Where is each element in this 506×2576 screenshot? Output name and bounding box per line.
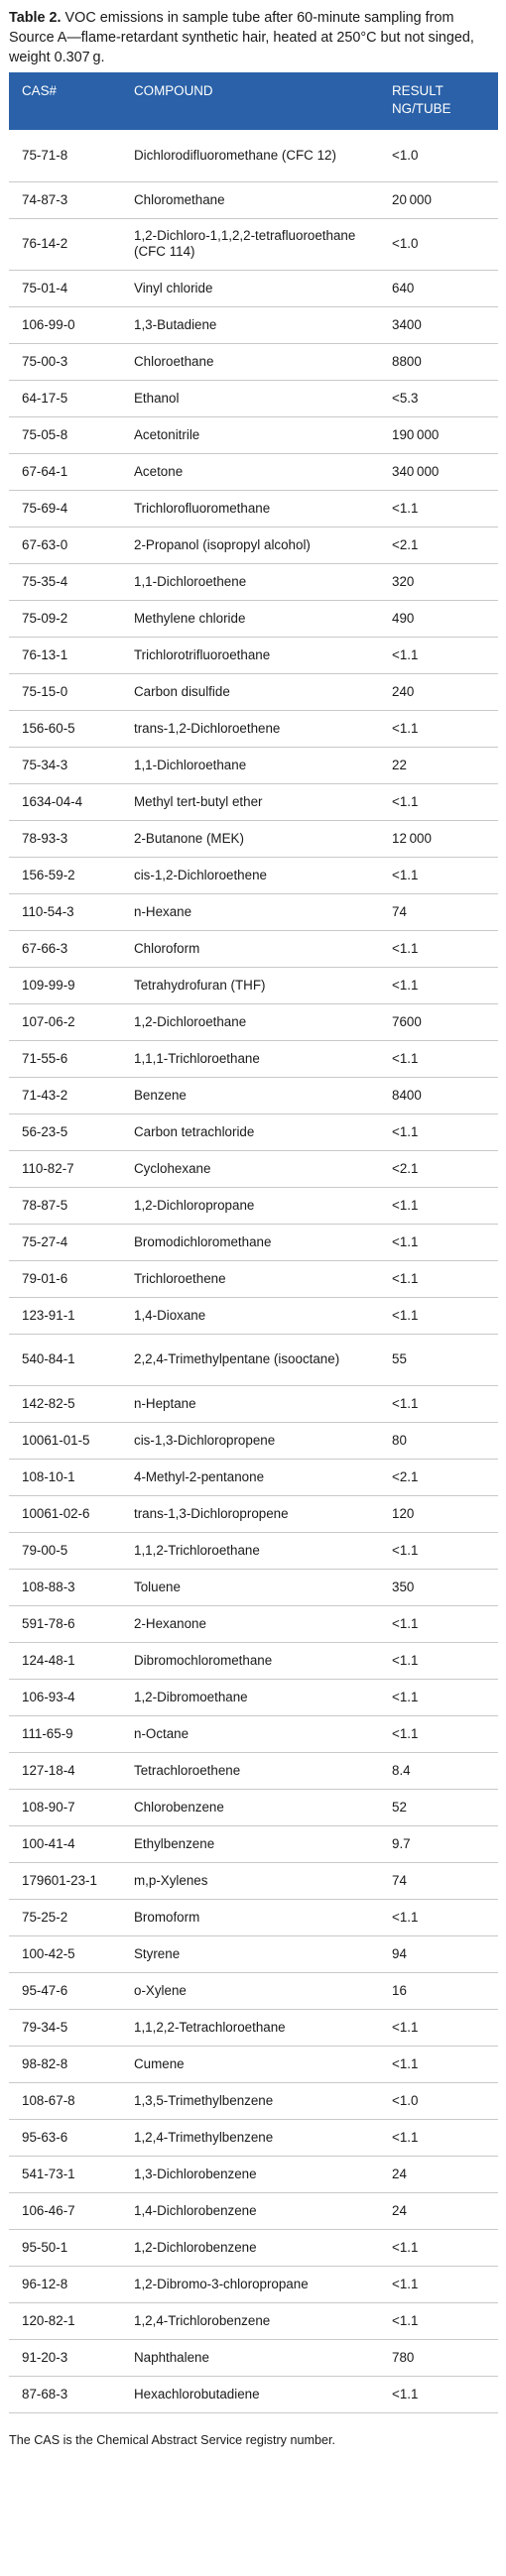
result-cell: 120: [389, 1495, 498, 1532]
table-row: [9, 857, 498, 893]
result-cell: <1.1: [389, 1385, 498, 1422]
header-cas: CAS#: [9, 72, 121, 130]
table-row: [9, 1224, 498, 1260]
cas-cell: 110-82-7: [9, 1150, 121, 1187]
compound-cell: 1,2-Dibromoethane: [121, 1679, 389, 1715]
compound-cell: Chloroform: [121, 930, 389, 967]
table-row: [9, 1040, 498, 1077]
compound-cell: 4-Methyl-2-pentanone: [121, 1459, 389, 1495]
table-row: [9, 2302, 498, 2339]
compound-cell: 1,1-Dichloroethene: [121, 563, 389, 600]
compound-cell: Ethanol: [121, 380, 389, 416]
cas-cell: 75-71-8: [9, 130, 121, 181]
table-row: [9, 1679, 498, 1715]
compound-cell: 1,1,2,2-Tetrachloroethane: [121, 2009, 389, 2046]
result-cell: 22: [389, 747, 498, 783]
table-row: [9, 710, 498, 747]
table-header: [9, 72, 498, 130]
result-cell: <1.1: [389, 783, 498, 820]
compound-cell: 1,1,1-Trichloroethane: [121, 1040, 389, 1077]
compound-cell: n-Octane: [121, 1715, 389, 1752]
table-row: [9, 343, 498, 380]
cas-cell: 95-50-1: [9, 2229, 121, 2266]
cas-cell: 10061-01-5: [9, 1422, 121, 1459]
compound-cell: n-Heptane: [121, 1385, 389, 1422]
cas-cell: 106-93-4: [9, 1679, 121, 1715]
table-row: [9, 2266, 498, 2302]
cas-cell: 76-14-2: [9, 218, 121, 270]
result-cell: 55: [389, 1334, 498, 1385]
table-row: [9, 218, 498, 270]
cas-cell: 75-15-0: [9, 673, 121, 710]
table-row: [9, 2156, 498, 2192]
table-row: [9, 2376, 498, 2412]
table-row: [9, 1862, 498, 1899]
result-cell: <5.3: [389, 380, 498, 416]
compound-cell: m,p-Xylenes: [121, 1862, 389, 1899]
result-cell: 490: [389, 600, 498, 637]
cas-cell: 75-34-3: [9, 747, 121, 783]
table-body: [9, 130, 498, 2412]
compound-cell: Methylene chloride: [121, 600, 389, 637]
compound-cell: 1,2,4-Trimethylbenzene: [121, 2119, 389, 2156]
result-cell: <1.1: [389, 930, 498, 967]
compound-cell: 1,3-Butadiene: [121, 306, 389, 343]
compound-cell: 2-Hexanone: [121, 1605, 389, 1642]
result-cell: <2.1: [389, 1150, 498, 1187]
compound-cell: cis-1,3-Dichloropropene: [121, 1422, 389, 1459]
result-cell: <2.1: [389, 527, 498, 563]
compound-cell: 2-Propanol (isopropyl alcohol): [121, 527, 389, 563]
table-row: [9, 747, 498, 783]
table-row: [9, 1789, 498, 1825]
cas-cell: 87-68-3: [9, 2376, 121, 2412]
cas-cell: 111-65-9: [9, 1715, 121, 1752]
table-row: [9, 1187, 498, 1224]
table-row: [9, 563, 498, 600]
table-row: [9, 2119, 498, 2156]
cas-cell: 78-93-3: [9, 820, 121, 857]
compound-cell: Chloromethane: [121, 181, 389, 218]
table-row: [9, 930, 498, 967]
cas-cell: 75-01-4: [9, 270, 121, 306]
table-row: [9, 380, 498, 416]
result-cell: 8400: [389, 1077, 498, 1113]
result-cell: <1.1: [389, 2009, 498, 2046]
compound-cell: 1,1,2-Trichloroethane: [121, 1532, 389, 1569]
table-row: [9, 1752, 498, 1789]
cas-cell: 67-64-1: [9, 453, 121, 490]
compound-cell: Vinyl chloride: [121, 270, 389, 306]
header-row: [9, 72, 498, 130]
compound-cell: 1,2-Dibromo-3-chloropropane: [121, 2266, 389, 2302]
table-row: [9, 130, 498, 181]
cas-cell: 67-66-3: [9, 930, 121, 967]
table-row: [9, 893, 498, 930]
result-cell: <1.1: [389, 967, 498, 1003]
result-cell: 74: [389, 893, 498, 930]
cas-cell: 75-09-2: [9, 600, 121, 637]
compound-cell: Cumene: [121, 2046, 389, 2082]
result-cell: <1.1: [389, 1715, 498, 1752]
cas-cell: 74-87-3: [9, 181, 121, 218]
cas-cell: 75-25-2: [9, 1899, 121, 1935]
compound-cell: Chlorobenzene: [121, 1789, 389, 1825]
cas-cell: 67-63-0: [9, 527, 121, 563]
result-cell: <1.1: [389, 2376, 498, 2412]
cas-cell: 110-54-3: [9, 893, 121, 930]
compound-cell: Acetonitrile: [121, 416, 389, 453]
cas-cell: 71-43-2: [9, 1077, 121, 1113]
table-row: [9, 2192, 498, 2229]
result-cell: <1.1: [389, 1679, 498, 1715]
compound-cell: 2-Butanone (MEK): [121, 820, 389, 857]
result-cell: 8.4: [389, 1752, 498, 1789]
cas-cell: 78-87-5: [9, 1187, 121, 1224]
result-cell: 190 000: [389, 416, 498, 453]
cas-cell: 75-05-8: [9, 416, 121, 453]
compound-cell: Cyclohexane: [121, 1150, 389, 1187]
cas-cell: 100-42-5: [9, 1935, 121, 1972]
result-cell: 24: [389, 2192, 498, 2229]
table-row: [9, 2046, 498, 2082]
result-cell: <1.1: [389, 710, 498, 747]
compound-cell: Acetone: [121, 453, 389, 490]
header-compound: COMPOUND: [121, 72, 389, 130]
table-row: [9, 1113, 498, 1150]
cas-cell: 71-55-6: [9, 1040, 121, 1077]
result-cell: 3400: [389, 306, 498, 343]
compound-cell: Dichlorodifluoromethane (CFC 12): [121, 130, 389, 181]
table-row: [9, 2339, 498, 2376]
result-cell: <1.1: [389, 2302, 498, 2339]
cas-cell: 127-18-4: [9, 1752, 121, 1789]
table-row: [9, 783, 498, 820]
table-row: [9, 2082, 498, 2119]
cas-cell: 75-27-4: [9, 1224, 121, 1260]
result-cell: 320: [389, 563, 498, 600]
table-row: [9, 637, 498, 673]
compound-cell: Tetrahydrofuran (THF): [121, 967, 389, 1003]
compound-cell: Tetrachloroethene: [121, 1752, 389, 1789]
table-row: [9, 1495, 498, 1532]
result-cell: 340 000: [389, 453, 498, 490]
compound-cell: 2,2,4-Trimethylpentane (isooctane): [121, 1334, 389, 1385]
result-cell: <1.1: [389, 857, 498, 893]
result-cell: <1.1: [389, 1642, 498, 1679]
table-row: [9, 600, 498, 637]
table-row: [9, 453, 498, 490]
table-row: [9, 1385, 498, 1422]
table-row: [9, 820, 498, 857]
cas-cell: 100-41-4: [9, 1825, 121, 1862]
compound-cell: Toluene: [121, 1569, 389, 1605]
table-row: [9, 1459, 498, 1495]
result-cell: <1.1: [389, 1187, 498, 1224]
table-label: Table 2.: [9, 10, 62, 26]
cas-cell: 98-82-8: [9, 2046, 121, 2082]
table-row: [9, 306, 498, 343]
cas-cell: 540-84-1: [9, 1334, 121, 1385]
table-row: [9, 527, 498, 563]
table-row: [9, 270, 498, 306]
result-cell: <1.1: [389, 2119, 498, 2156]
table-caption: [9, 8, 498, 67]
compound-cell: cis-1,2-Dichloroethene: [121, 857, 389, 893]
cas-cell: 156-59-2: [9, 857, 121, 893]
result-cell: 350: [389, 1569, 498, 1605]
result-cell: <1.1: [389, 1297, 498, 1334]
voc-table: [9, 72, 498, 2413]
compound-cell: Bromodichloromethane: [121, 1224, 389, 1260]
cas-cell: 108-90-7: [9, 1789, 121, 1825]
compound-cell: o-Xylene: [121, 1972, 389, 2009]
compound-cell: 1,2,4-Trichlorobenzene: [121, 2302, 389, 2339]
result-cell: 8800: [389, 343, 498, 380]
result-cell: <1.1: [389, 2046, 498, 2082]
table-row: [9, 1003, 498, 1040]
result-cell: <1.1: [389, 1532, 498, 1569]
compound-cell: 1,2-Dichlorobenzene: [121, 2229, 389, 2266]
cas-cell: 79-00-5: [9, 1532, 121, 1569]
result-cell: <1.1: [389, 1040, 498, 1077]
compound-cell: 1,4-Dioxane: [121, 1297, 389, 1334]
cas-cell: 109-99-9: [9, 967, 121, 1003]
table-row: [9, 2009, 498, 2046]
compound-cell: Dibromochloromethane: [121, 1642, 389, 1679]
cas-cell: 56-23-5: [9, 1113, 121, 1150]
cas-cell: 120-82-1: [9, 2302, 121, 2339]
table-row: [9, 673, 498, 710]
compound-cell: Ethylbenzene: [121, 1825, 389, 1862]
cas-cell: 95-47-6: [9, 1972, 121, 2009]
cas-cell: 75-69-4: [9, 490, 121, 527]
compound-cell: 1,1-Dichloroethane: [121, 747, 389, 783]
table-row: [9, 490, 498, 527]
compound-cell: Carbon disulfide: [121, 673, 389, 710]
result-cell: 240: [389, 673, 498, 710]
compound-cell: Trichloroethene: [121, 1260, 389, 1297]
compound-cell: Trichlorofluoromethane: [121, 490, 389, 527]
compound-cell: Methyl tert-butyl ether: [121, 783, 389, 820]
result-cell: 9.7: [389, 1825, 498, 1862]
table-row: [9, 1715, 498, 1752]
cas-cell: 106-46-7: [9, 2192, 121, 2229]
compound-cell: Chloroethane: [121, 343, 389, 380]
cas-cell: 107-06-2: [9, 1003, 121, 1040]
table-row: [9, 1422, 498, 1459]
compound-cell: Trichlorotrifluoroethane: [121, 637, 389, 673]
cas-cell: 142-82-5: [9, 1385, 121, 1422]
cas-cell: 124-48-1: [9, 1642, 121, 1679]
compound-cell: 1,2-Dichloropropane: [121, 1187, 389, 1224]
cas-cell: 64-17-5: [9, 380, 121, 416]
table-row: [9, 1899, 498, 1935]
table-row: [9, 1532, 498, 1569]
cas-cell: 76-13-1: [9, 637, 121, 673]
compound-cell: 1,2-Dichloro-1,1,2,2-tetrafluoroethane (CFC 114): [121, 218, 389, 270]
table-row: [9, 1297, 498, 1334]
result-cell: <1.1: [389, 1605, 498, 1642]
result-cell: 7600: [389, 1003, 498, 1040]
cas-cell: 179601-23-1: [9, 1862, 121, 1899]
result-cell: 74: [389, 1862, 498, 1899]
cas-cell: 79-01-6: [9, 1260, 121, 1297]
cas-cell: 96-12-8: [9, 2266, 121, 2302]
result-cell: <1.1: [389, 1113, 498, 1150]
table-row: [9, 1825, 498, 1862]
cas-cell: 95-63-6: [9, 2119, 121, 2156]
compound-cell: Benzene: [121, 1077, 389, 1113]
table-row: [9, 1972, 498, 2009]
cas-cell: 75-35-4: [9, 563, 121, 600]
cas-cell: 541-73-1: [9, 2156, 121, 2192]
cas-cell: 79-34-5: [9, 2009, 121, 2046]
result-cell: 52: [389, 1789, 498, 1825]
table-row: [9, 181, 498, 218]
table-row: [9, 1605, 498, 1642]
table-caption-text: VOC emissions in sample tube after 60-minute sampling from Source A—flame-retardant synthetic hair, heated at 250°C but not singed, weight 0.307 g.: [9, 10, 474, 65]
result-cell: <1.1: [389, 2266, 498, 2302]
result-cell: <1.0: [389, 218, 498, 270]
result-cell: 94: [389, 1935, 498, 1972]
cas-cell: 91-20-3: [9, 2339, 121, 2376]
cas-cell: 108-10-1: [9, 1459, 121, 1495]
compound-cell: trans-1,3-Dichloropropene: [121, 1495, 389, 1532]
result-cell: 24: [389, 2156, 498, 2192]
result-cell: <1.1: [389, 637, 498, 673]
compound-cell: 1,4-Dichlorobenzene: [121, 2192, 389, 2229]
result-cell: <2.1: [389, 1459, 498, 1495]
cas-cell: 75-00-3: [9, 343, 121, 380]
result-cell: 12 000: [389, 820, 498, 857]
table-row: [9, 416, 498, 453]
result-cell: <1.1: [389, 1260, 498, 1297]
result-cell: <1.0: [389, 130, 498, 181]
compound-cell: 1,2-Dichloroethane: [121, 1003, 389, 1040]
result-cell: 20 000: [389, 181, 498, 218]
table-row: [9, 2229, 498, 2266]
result-cell: <1.0: [389, 2082, 498, 2119]
cas-cell: 108-67-8: [9, 2082, 121, 2119]
cas-cell: 108-88-3: [9, 1569, 121, 1605]
result-cell: <1.1: [389, 2229, 498, 2266]
result-cell: 16: [389, 1972, 498, 2009]
result-cell: <1.1: [389, 1224, 498, 1260]
result-cell: 640: [389, 270, 498, 306]
cas-cell: 106-99-0: [9, 306, 121, 343]
compound-cell: Styrene: [121, 1935, 389, 1972]
compound-cell: 1,3,5-Trimethylbenzene: [121, 2082, 389, 2119]
compound-cell: Carbon tetrachloride: [121, 1113, 389, 1150]
cas-cell: 123-91-1: [9, 1297, 121, 1334]
compound-cell: trans-1,2-Dichloroethene: [121, 710, 389, 747]
result-cell: 780: [389, 2339, 498, 2376]
result-cell: 80: [389, 1422, 498, 1459]
table-row: [9, 1935, 498, 1972]
cas-cell: 591-78-6: [9, 1605, 121, 1642]
cas-cell: 10061-02-6: [9, 1495, 121, 1532]
compound-cell: Naphthalene: [121, 2339, 389, 2376]
result-cell: <1.1: [389, 1899, 498, 1935]
table-row: [9, 1150, 498, 1187]
table-row: [9, 1260, 498, 1297]
cas-cell: 156-60-5: [9, 710, 121, 747]
table-row: [9, 1077, 498, 1113]
table-row: [9, 1642, 498, 1679]
compound-cell: n-Hexane: [121, 893, 389, 930]
compound-cell: Bromoform: [121, 1899, 389, 1935]
compound-cell: Hexachlorobutadiene: [121, 2376, 389, 2412]
table-row: [9, 1569, 498, 1605]
table-footnote: The CAS is the Chemical Abstract Service registry number.: [9, 2432, 335, 2447]
header-result: RESULT NG/TUBE: [389, 72, 498, 130]
table-row: [9, 967, 498, 1003]
table-row: [9, 1334, 498, 1385]
result-cell: <1.1: [389, 490, 498, 527]
cas-cell: 1634-04-4: [9, 783, 121, 820]
compound-cell: 1,3-Dichlorobenzene: [121, 2156, 389, 2192]
